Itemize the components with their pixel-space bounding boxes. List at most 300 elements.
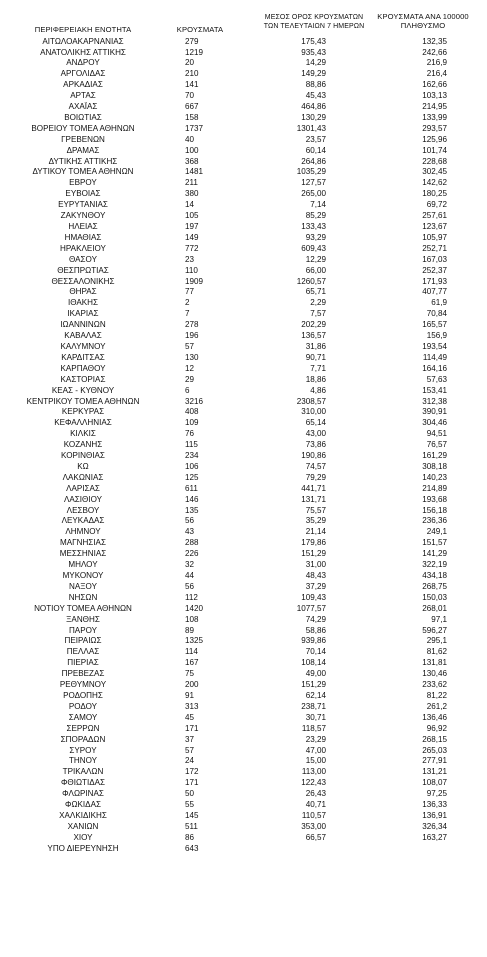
table-row [0, 244, 487, 255]
average-cell: 12,29 [305, 254, 326, 264]
region-cell: ΗΜΑΘΙΑΣ [64, 232, 102, 242]
average-cell: 131,71 [301, 494, 326, 504]
per-100000-cell: 153,41 [422, 385, 447, 395]
average-cell: 310,00 [301, 407, 326, 417]
table-row [0, 691, 487, 702]
per-100000-cell: 214,89 [422, 483, 447, 493]
table-row [0, 277, 487, 288]
table-row [0, 135, 487, 146]
region-cell: ΘΗΡΑΣ [69, 287, 97, 297]
average-cell: 353,00 [301, 821, 326, 831]
cases-cell: 7 [185, 309, 190, 319]
region-cell: ΕΥΡΥΤΑΝΙΑΣ [58, 200, 108, 210]
average-cell: 74,57 [305, 461, 326, 471]
per-100000-cell: 136,91 [422, 810, 447, 820]
table-row [0, 451, 487, 462]
average-cell: 7,14 [310, 200, 326, 210]
average-cell: 79,29 [305, 472, 326, 482]
table-row [0, 582, 487, 593]
average-cell: 60,14 [305, 145, 326, 155]
region-cell: ΠΡΕΒΕΖΑΣ [61, 669, 105, 679]
table-row [0, 506, 487, 517]
per-100000-cell: 216,4 [426, 69, 447, 79]
table-row [0, 255, 487, 266]
average-cell: 26,43 [305, 789, 326, 799]
cases-cell: 89 [185, 625, 195, 635]
header-avg-line1: ΜΕΣΟΣ ΟΡΟΣ ΚΡΟΥΣΜΑΤΩΝ [264, 14, 364, 21]
table-row [0, 200, 487, 211]
cases-cell: 57 [185, 745, 195, 755]
region-cell: ΚΑΡΔΙΤΣΑΣ [61, 352, 105, 362]
table-row [0, 560, 487, 571]
per-100000-cell: 268,15 [422, 734, 447, 744]
cases-cell: 2 [185, 298, 190, 308]
region-cell: ΚΟΡΙΝΘΙΑΣ [61, 451, 105, 461]
header-region: ΠΕΡΙΦΕΡΕΙΑΚΗ ΕΝΟΤΗΤΑ [34, 25, 132, 34]
table-row [0, 778, 487, 789]
table-row [0, 484, 487, 495]
region-cell: ΔΡΑΜΑΣ [66, 145, 100, 155]
region-cell: ΝΑΞΟΥ [69, 581, 97, 591]
region-cell: ΧΑΝΙΩΝ [67, 821, 99, 831]
per-100000-cell: 193,68 [422, 494, 447, 504]
per-100000-cell: 265,03 [422, 745, 447, 755]
region-cell: ΙΘΑΚΗΣ [67, 298, 99, 308]
average-cell: 15,00 [305, 756, 326, 766]
region-cell: ΚΕΑΣ - ΚΥΘΝΟΥ [51, 385, 115, 395]
region-cell: ΛΗΜΝΟΥ [65, 527, 101, 537]
region-cell: ΚΙΛΚΙΣ [70, 429, 96, 439]
average-cell: 93,29 [305, 232, 326, 242]
table-row [0, 735, 487, 746]
cases-cell: 171 [185, 723, 199, 733]
region-cell: ΕΥΒΟΙΑΣ [65, 189, 101, 199]
cases-cell: 145 [185, 810, 199, 820]
average-cell: 30,71 [305, 712, 326, 722]
average-cell: 74,29 [305, 614, 326, 624]
average-cell: 2,29 [310, 298, 326, 308]
cases-cell: 125 [185, 472, 199, 482]
cases-cell: 772 [185, 243, 199, 253]
average-cell: 90,71 [305, 352, 326, 362]
per-100000-cell: 214,95 [422, 102, 447, 112]
average-cell: 238,71 [301, 701, 326, 711]
cases-cell: 611 [185, 483, 198, 493]
table-row [0, 789, 487, 800]
table-row [0, 658, 487, 669]
average-cell: 2308,57 [296, 396, 326, 406]
region-cell: ΛΕΣΒΟΥ [66, 505, 100, 515]
cases-cell: 44 [185, 571, 195, 580]
per-100000-cell: 242,66 [422, 47, 447, 57]
cases-cell: 1420 [185, 603, 204, 613]
average-cell: 108,14 [301, 658, 326, 668]
cases-cell: 86 [185, 832, 195, 842]
table-row [0, 309, 487, 320]
per-100000-cell: 76,57 [426, 440, 447, 450]
per-100000-cell: 70,84 [426, 309, 447, 319]
average-cell: 939,86 [301, 636, 326, 646]
per-100000-cell: 150,03 [422, 592, 447, 602]
average-cell: 265,00 [301, 189, 326, 199]
region-cell: ΑΧΑΪΑΣ [68, 102, 98, 112]
per-100000-cell: 236,36 [422, 516, 447, 526]
per-100000-cell: 326,34 [422, 821, 447, 831]
table-row [0, 767, 487, 778]
per-100000-cell: 596,27 [422, 625, 447, 635]
per-100000-cell: 136,46 [422, 712, 447, 722]
cases-cell: 313 [185, 701, 199, 711]
average-cell: 88,86 [305, 80, 326, 90]
per-100000-cell: 141,29 [422, 549, 447, 559]
cases-cell: 368 [185, 156, 199, 166]
cases-cell: 197 [185, 222, 199, 231]
per-100000-cell: 125,96 [422, 134, 447, 144]
average-cell: 21,14 [305, 527, 326, 537]
table-row [0, 331, 487, 342]
region-cell: ΠΙΕΡΙΑΣ [67, 658, 99, 668]
region-cell: ΚΟΖΑΝΗΣ [63, 440, 103, 450]
table-row [0, 407, 487, 418]
cases-cell: 149 [185, 232, 199, 242]
average-cell: 136,57 [301, 331, 326, 341]
region-cell: ΜΥΚΟΝΟΥ [62, 571, 104, 580]
table-row [0, 211, 487, 222]
average-cell: 75,57 [305, 505, 326, 515]
table-row [0, 233, 487, 244]
cases-cell: 105 [185, 211, 199, 221]
table-body [0, 37, 487, 855]
average-cell: 133,43 [301, 222, 326, 231]
region-cell: ΦΛΩΡΙΝΑΣ [62, 789, 104, 799]
average-cell: 1077,57 [296, 603, 326, 613]
cases-cell: 50 [185, 789, 195, 799]
region-cell: ΣΥΡΟΥ [69, 745, 97, 755]
per-100000-cell: 101,74 [422, 145, 447, 155]
per-100000-cell: 132,35 [422, 36, 447, 46]
table-row [0, 364, 487, 375]
per-100000-cell: 108,07 [422, 778, 447, 788]
table-row [0, 822, 487, 833]
table-row [0, 342, 487, 353]
cases-cell: 1325 [185, 636, 204, 646]
cases-cell: 226 [185, 549, 199, 559]
table-row [0, 604, 487, 615]
cases-cell: 211 [185, 178, 198, 188]
cases-cell: 200 [185, 680, 199, 690]
per-100000-cell: 390,91 [422, 407, 447, 417]
average-cell: 202,29 [301, 320, 326, 330]
region-cell: ΣΠΟΡΑΔΩΝ [60, 734, 106, 744]
per-100000-cell: 304,46 [422, 418, 447, 428]
average-cell: 43,00 [305, 429, 326, 439]
per-100000-cell: 165,57 [422, 320, 447, 330]
region-cell: ΑΡΓΟΛΙΔΑΣ [60, 69, 106, 79]
per-100000-cell: 131,21 [422, 767, 447, 777]
table-row [0, 69, 487, 80]
per-100000-cell: 216,9 [426, 58, 447, 68]
table-row [0, 527, 487, 538]
table-row [0, 473, 487, 484]
cases-cell: 408 [185, 407, 199, 417]
table-row [0, 48, 487, 59]
table-row [0, 549, 487, 560]
per-100000-cell: 162,66 [422, 80, 447, 90]
table-row [0, 615, 487, 626]
table-row [0, 146, 487, 157]
region-cell: ΤΗΝΟΥ [68, 756, 98, 766]
per-100000-cell: 81,62 [426, 647, 447, 657]
table-row [0, 124, 487, 135]
cases-cell: 77 [185, 287, 195, 297]
average-cell: 110,57 [301, 810, 326, 820]
cases-cell: 141 [185, 80, 199, 90]
average-cell: 65,71 [305, 287, 326, 297]
cases-cell: 106 [185, 461, 199, 471]
region-cell: ΘΕΣΣΑΛΟΝΙΚΗΣ [51, 276, 115, 286]
table-row [0, 571, 487, 582]
cases-cell: 288 [185, 538, 199, 548]
per-100000-cell: 302,45 [422, 167, 447, 177]
per-100000-cell: 97,25 [426, 789, 447, 799]
average-cell: 122,43 [301, 778, 326, 788]
average-cell: 1301,43 [296, 123, 326, 133]
cases-cell: 511 [185, 821, 198, 831]
average-cell: 1260,57 [296, 276, 326, 286]
region-cell: ΡΟΔΟΥ [68, 701, 98, 711]
average-cell: 179,86 [301, 538, 326, 548]
per-100000-cell: 268,75 [422, 581, 447, 591]
cases-cell: 1909 [185, 276, 204, 286]
cases-cell: 167 [185, 658, 199, 668]
average-cell: 118,57 [301, 723, 326, 733]
per-100000-cell: 57,63 [426, 374, 447, 384]
table-row [0, 647, 487, 658]
average-cell: 109,43 [301, 592, 326, 602]
table-row [0, 298, 487, 309]
header-seven-day-average [252, 14, 376, 31]
per-100000-cell: 180,25 [422, 189, 447, 199]
region-cell: ΚΑΡΠΑΘΟΥ [60, 363, 106, 373]
region-cell: ΡΕΘΥΜΝΟΥ [59, 680, 107, 690]
average-cell: 48,43 [305, 571, 326, 580]
per-100000-cell: 164,16 [422, 363, 447, 373]
average-cell: 62,14 [305, 690, 326, 700]
region-cell: ΜΕΣΣΗΝΙΑΣ [59, 549, 107, 559]
region-cell: ΠΕΙΡΑΙΩΣ [64, 636, 102, 646]
per-100000-cell: 228,68 [422, 156, 447, 166]
region-cell: ΚΑΒΑΛΑΣ [64, 331, 102, 341]
table-row [0, 626, 487, 637]
table-row [0, 287, 487, 298]
average-cell: 264,86 [301, 156, 326, 166]
average-cell: 130,29 [301, 112, 326, 122]
table-row [0, 266, 487, 277]
per-100000-cell: 105,97 [422, 232, 447, 242]
per-100000-cell: 293,57 [422, 123, 447, 133]
per-100000-cell: 136,33 [422, 800, 447, 810]
header-per-line1: ΚΡΟΥΣΜΑΤΑ ΑΝΑ 100000 [377, 12, 469, 21]
cases-cell: 172 [185, 767, 199, 777]
region-cell: ΔΥΤΙΚΟΥ ΤΟΜΕΑ ΑΘΗΝΩΝ [32, 167, 134, 177]
average-cell: 66,57 [305, 832, 326, 842]
cases-cell: 55 [185, 800, 195, 810]
cases-cell: 171 [185, 778, 199, 788]
per-100000-cell: 277,91 [422, 756, 447, 766]
per-100000-cell: 252,71 [422, 243, 447, 253]
table-row [0, 440, 487, 451]
per-100000-cell: 156,9 [426, 331, 447, 341]
region-cell: ΑΝΑΤΟΛΙΚΗΣ ΑΤΤΙΚΗΣ [40, 47, 126, 57]
per-100000-cell: 161,29 [422, 451, 447, 461]
cases-cell: 1737 [185, 123, 204, 133]
per-100000-cell: 193,54 [422, 341, 447, 351]
table-row [0, 680, 487, 691]
cases-cell: 32 [185, 560, 195, 570]
average-cell: 35,29 [305, 516, 326, 526]
cases-cell: 110 [185, 265, 198, 275]
average-cell: 70,14 [305, 647, 326, 657]
region-cell: ΘΕΣΠΡΩΤΙΑΣ [57, 265, 109, 275]
cases-cell: 279 [185, 36, 199, 46]
cases-cell: 380 [185, 189, 199, 199]
table-row [0, 724, 487, 735]
table-row [0, 429, 487, 440]
cases-cell: 37 [185, 734, 195, 744]
per-100000-cell: 142,62 [422, 178, 447, 188]
table-row [0, 189, 487, 200]
cases-cell: 91 [185, 690, 195, 700]
cases-cell: 234 [185, 451, 199, 461]
table-row [0, 58, 487, 69]
cases-cell: 109 [185, 418, 199, 428]
cases-cell: 75 [185, 669, 195, 679]
cases-cell: 135 [185, 505, 199, 515]
region-cell: ΑΡΤΑΣ [70, 91, 96, 101]
per-100000-cell: 295,1 [426, 636, 447, 646]
average-cell: 31,00 [305, 560, 326, 570]
cases-cell: 40 [185, 134, 195, 144]
cases-cell: 57 [185, 341, 195, 351]
per-100000-cell: 123,67 [422, 222, 447, 231]
average-cell: 37,29 [305, 581, 326, 591]
cases-cell: 45 [185, 712, 195, 722]
region-cell: ΗΛΕΙΑΣ [68, 222, 98, 231]
region-cell: ΞΑΝΘΗΣ [66, 614, 100, 624]
region-cell: ΚΕΝΤΡΙΚΟΥ ΤΟΜΕΑ ΑΘΗΝΩΝ [26, 396, 140, 406]
average-cell: 4,86 [310, 385, 326, 395]
region-cell: ΣΕΡΡΩΝ [66, 723, 100, 733]
average-cell: 40,71 [305, 800, 326, 810]
cases-cell: 1481 [185, 167, 204, 177]
average-cell: 49,00 [305, 669, 326, 679]
average-cell: 18,86 [305, 374, 326, 384]
cases-cell: 278 [185, 320, 199, 330]
average-cell: 113,00 [301, 767, 326, 777]
header-cases-per-100000 [368, 13, 478, 30]
per-100000-cell: 171,93 [422, 276, 447, 286]
per-100000-cell: 96,92 [426, 723, 447, 733]
region-cell: ΧΙΟΥ [73, 832, 93, 842]
table-row [0, 320, 487, 331]
average-cell: 65,14 [305, 418, 326, 428]
per-100000-cell: 81,22 [426, 690, 447, 700]
cases-cell: 14 [185, 200, 195, 210]
cases-cell: 43 [185, 527, 195, 537]
region-cell: ΧΑΛΚΙΔΙΚΗΣ [59, 810, 107, 820]
region-cell: ΑΙΤΩΛΟΑΚΑΡΝΑΝΙΑΣ [42, 36, 124, 46]
table-row [0, 811, 487, 822]
region-cell: ΛΕΥΚΑΔΑΣ [61, 516, 105, 526]
cases-cell: 6 [185, 385, 190, 395]
table-row [0, 353, 487, 364]
table-row [0, 80, 487, 91]
cases-cell: 29 [185, 374, 195, 384]
table-row [0, 746, 487, 757]
per-100000-cell: 151,57 [422, 538, 447, 548]
table-row [0, 157, 487, 168]
region-cell: ΚΑΛΥΜΝΟΥ [60, 341, 106, 351]
region-cell: ΠΑΡΟΥ [68, 625, 98, 635]
table-row [0, 669, 487, 680]
per-100000-cell: 312,38 [422, 396, 447, 406]
region-cell: ΓΡΕΒΕΝΩΝ [61, 134, 105, 144]
cases-cell: 20 [185, 58, 195, 68]
region-cell: ΘΑΣΟΥ [69, 254, 97, 264]
per-100000-cell: 434,18 [422, 571, 447, 580]
per-100000-cell: 268,01 [422, 603, 447, 613]
table-row [0, 167, 487, 178]
cases-cell: 3216 [185, 396, 204, 406]
average-cell: 149,29 [301, 69, 326, 79]
table-row [0, 91, 487, 102]
region-cell: ΚΕΡΚΥΡΑΣ [61, 407, 105, 417]
per-100000-cell: 252,37 [422, 265, 447, 275]
region-cell: ΗΡΑΚΛΕΙΟΥ [60, 243, 106, 253]
average-cell: 441,71 [301, 483, 326, 493]
table-row [0, 386, 487, 397]
region-cell: ΛΑΡΙΣΑΣ [66, 483, 100, 493]
per-100000-cell: 97,1 [431, 614, 447, 624]
header-avg-line2: ΤΩΝ ΤΕΛΕΥΤΑΙΩΝ 7 ΗΜΕΡΩΝ [263, 22, 365, 30]
table-row [0, 397, 487, 408]
per-100000-cell: 257,61 [422, 211, 447, 221]
cases-cell: 130 [185, 352, 199, 362]
average-cell: 47,00 [305, 745, 326, 755]
per-100000-cell: 61,9 [431, 298, 447, 308]
cases-cell: 56 [185, 581, 195, 591]
average-cell: 1035,29 [296, 167, 326, 177]
table-row [0, 418, 487, 429]
region-cell: ΜΗΛΟΥ [68, 560, 98, 570]
per-100000-cell: 167,03 [422, 254, 447, 264]
table-row [0, 538, 487, 549]
region-cell: ΕΒΡΟΥ [69, 178, 97, 188]
cases-cell: 24 [185, 756, 195, 766]
region-cell: ΦΩΚΙΔΑΣ [65, 800, 101, 810]
region-cell: ΑΝΔΡΟΥ [66, 58, 100, 68]
region-cell: ΛΑΚΩΝΙΑΣ [62, 472, 104, 482]
average-cell: 609,43 [301, 243, 326, 253]
table-row [0, 844, 487, 855]
average-cell: 7,57 [310, 309, 326, 319]
region-cell: ΡΟΔΟΠΗΣ [63, 690, 103, 700]
region-cell: ΜΑΓΝΗΣΙΑΣ [60, 538, 106, 548]
table-row [0, 178, 487, 189]
cases-cell: 643 [185, 843, 199, 853]
region-cell: ΝΗΣΩΝ [68, 592, 98, 602]
per-100000-cell: 261,2 [426, 701, 447, 711]
